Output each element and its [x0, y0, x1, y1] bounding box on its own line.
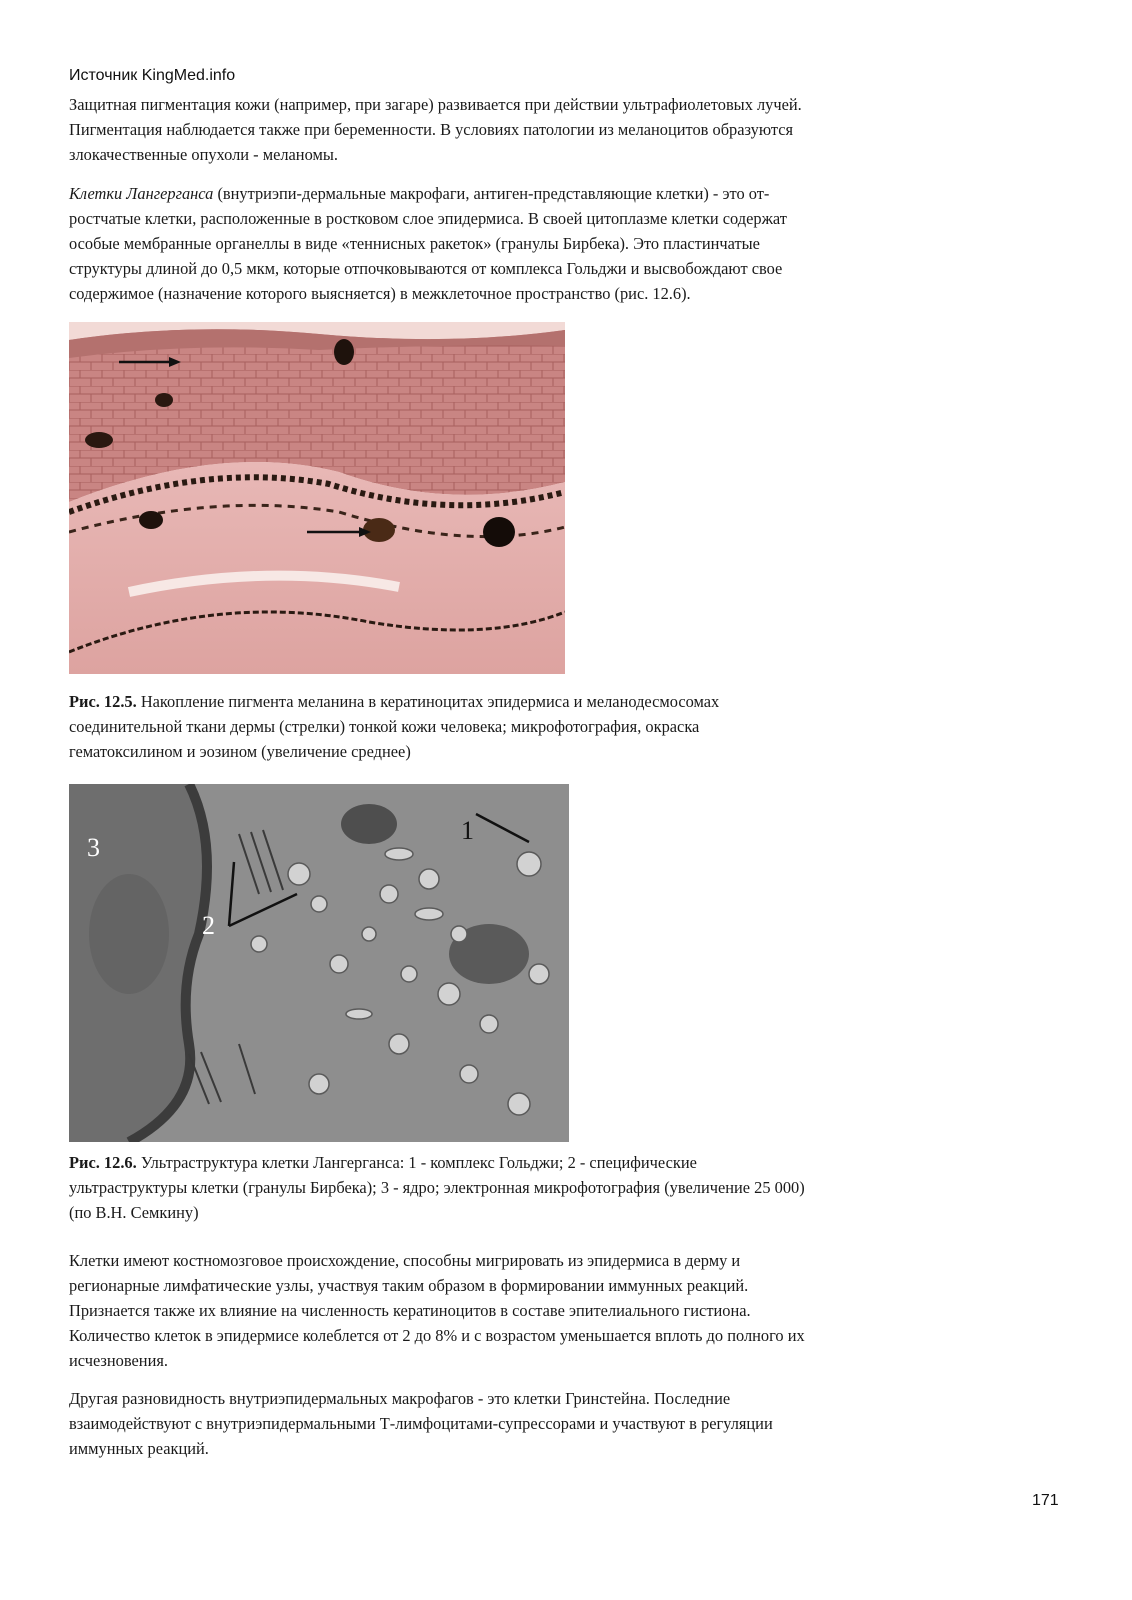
text-line — [69, 1150, 1069, 1175]
text-line: Защитная пигментация кожи (например, при загаре) развивается при действии ультрафиолетовых лучей. — [69, 95, 802, 114]
caption-label: Рис. 12.6. — [69, 1153, 137, 1172]
text-line: гематоксилином и эозином (увеличение среднее) — [69, 742, 411, 761]
text-line: злокачественные опухоли - меланомы. — [69, 145, 338, 164]
text-line: содержимое (назначение которого выясняется) в межклеточное пространство (рис. 12.6). — [69, 284, 691, 303]
term-langerhans: Клетки Лангерганса — [69, 184, 214, 203]
caption-figure-12-5 — [69, 689, 1069, 764]
text-line: Признается также их влияние на численность кератиноцитов в составе эпителиального гистиона. — [69, 1301, 751, 1320]
label-2: 2 — [202, 911, 215, 940]
source-header: Источник KingMed.info — [69, 67, 236, 84]
text-fragment: Накопление пигмента меланина в кератиноцитах эпидермиса и меланодесмосомах — [136, 692, 720, 711]
paragraph-greenstein — [69, 1386, 1069, 1461]
text-fragment: (внутриэпи-дермальные макрофаги, антиген-представляющие клетки) - это от- — [213, 184, 770, 203]
micrograph-image — [69, 322, 565, 674]
text-line: (по В.Н. Семкину) — [69, 1203, 199, 1222]
text-line: ростчатые клетки, расположенные в ростковом слое эпидермиса. В своей цитоплазме клетки содержат — [69, 209, 787, 228]
text-line: Клетки имеют костномозговое происхождение, способны мигрировать из эпидермиса в дерму и — [69, 1251, 741, 1270]
page-number: 171 — [1032, 1492, 1059, 1509]
text-line — [69, 689, 1069, 714]
text-line: Количество клеток в эпидермисе колеблется от 2 до 8% и с возрастом уменьшается вплоть до полного их — [69, 1326, 805, 1345]
text-line: регионарные лимфатические узлы, участвуя таким образом в формировании иммунных реакций. — [69, 1276, 749, 1295]
electron-micrograph-image — [69, 784, 569, 1142]
text-line: соединительной ткани дермы (стрелки) тонкой кожи человека; микрофотография, окраска — [69, 717, 700, 736]
paragraph-langerhans — [69, 181, 1069, 306]
paragraph-origin — [69, 1248, 1069, 1373]
caption-figure-12-6 — [69, 1150, 1069, 1225]
text-line: структуры длиной до 0,5 мкм, которые отпочковываются от комплекса Гольджи и высвобождают свое — [69, 259, 783, 278]
text-fragment: Ультраструктура клетки Лангерганса: 1 - комплекс Гольджи; 2 - специфические — [136, 1153, 697, 1172]
caption-label: Рис. 12.5. — [69, 692, 137, 711]
text-line: взаимодействуют с внутриэпидермальными Т-лимфоцитами-супрессорами и участвуют в регуляции — [69, 1414, 773, 1433]
label-1: 1 — [461, 816, 474, 845]
figure-12-5-micrograph — [69, 322, 565, 674]
label-3: 3 — [87, 833, 100, 862]
paragraph-pigmentation — [69, 92, 1069, 167]
text-line: Другая разновидность внутриэпидермальных макрофагов - это клетки Гринстейна. Последние — [69, 1389, 731, 1408]
text-line — [69, 181, 1069, 206]
text-line: исчезновения. — [69, 1351, 168, 1370]
text-line: Пигментация наблюдается также при беременности. В условиях патологии из меланоцитов образуются — [69, 120, 794, 139]
text-line: особые мембранные органеллы в виде «теннисных ракеток» (гранулы Бирбека). Это пластинчатые — [69, 234, 760, 253]
text-line: ультраструктуры клетки (гранулы Бирбека); 3 - ядро; электронная микрофотография (увеличение 25 000) — [69, 1178, 805, 1197]
figure-12-6-electron-micrograph — [69, 784, 569, 1142]
text-line: иммунных реакций. — [69, 1439, 209, 1458]
